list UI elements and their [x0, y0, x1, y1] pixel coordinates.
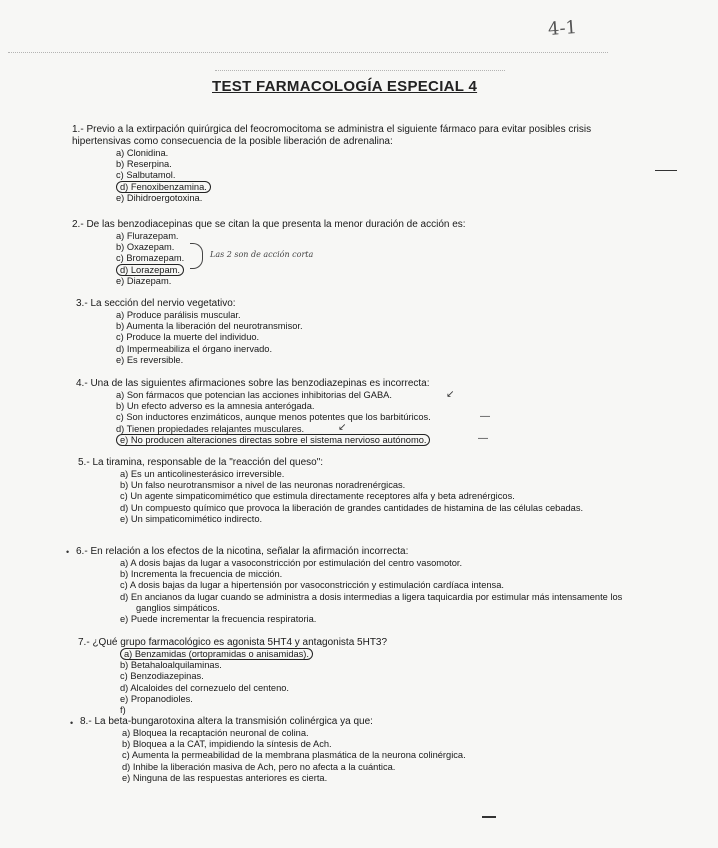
option: a) Es un anticolinesterásico irreversible. — [120, 469, 285, 479]
option: c) Un agente simpaticomimético que estimula directamente receptores alfa y beta adrenérgicos. — [120, 491, 515, 502]
page-title: TEST FARMACOLOGÍA ESPECIAL 4 — [212, 78, 478, 95]
question-text: 5.- La tiramina, responsable de la "reacción del queso": — [78, 457, 324, 468]
check-mark-icon: ↙ — [446, 389, 455, 400]
check-mark-icon: ↙ — [338, 422, 347, 433]
option: a) Son fármacos que potencian las acciones inhibitorias del GABA. — [116, 390, 392, 400]
question-3 — [76, 298, 616, 366]
option-selected — [116, 182, 612, 193]
option: b) Un falso neurotransmisor a nivel de las neuronas noradrenérgicas. — [120, 480, 406, 491]
option: b) Un efecto adverso es la amnesia anterógada. — [116, 401, 315, 412]
option-list — [116, 390, 636, 446]
option: d) Impermeabiliza el órgano inervado. — [116, 343, 273, 354]
option: d) Un compuesto químico que provoca la liberación de grandes cantidades de histamina de las células cebadas. — [120, 502, 584, 513]
option: e) Un simpaticomimético indirecto. — [120, 513, 263, 524]
scan-dotted-line — [215, 70, 505, 71]
question-6 — [76, 546, 636, 625]
option: e) Es reversible. — [116, 354, 184, 365]
question-4 — [76, 378, 636, 446]
option: e) Diazepam. — [116, 275, 172, 286]
margin-dash-mark — [482, 816, 496, 818]
option: c) Benzodiazepinas. — [120, 671, 204, 682]
option: c) Bromazepam. — [116, 253, 185, 264]
option: a) Flurazepam. — [116, 231, 179, 241]
option-list — [120, 469, 630, 525]
circled-answer: a) Benzamidas (ortopramidas o anisamidas). — [120, 648, 313, 660]
option: e) Puede incrementar la frecuencia respiratoria. — [120, 614, 317, 625]
handwritten-note: Las 2 son de acción corta — [210, 250, 314, 259]
option-list — [120, 558, 636, 625]
option: b) Oxazepam. — [116, 242, 175, 253]
circled-answer: e) No producen alteraciones directas sobre el sistema nervioso autónomo. — [116, 434, 430, 446]
option: c) Produce la muerte del individuo. — [116, 332, 260, 343]
question-text: 2.- De las benzodiacepinas que se citan la que presenta la menor duración de acción es: — [72, 219, 466, 230]
margin-dash-mark — [655, 170, 677, 171]
question-text: 4.- Una de las siguientes afirmaciones sobre las benzodiazepinas es incorrecta: — [76, 378, 430, 389]
option: b) Incrementa la frecuencia de micción. — [120, 569, 283, 580]
option: e) Propanodioles. — [120, 693, 193, 704]
option: a) Bloquea la recaptación neuronal de colina. — [122, 728, 309, 738]
option-list — [122, 728, 620, 784]
option: b) Bloquea a la CAT, impidiendo la síntesis de Ach. — [122, 739, 332, 750]
check-mark-icon: — — [480, 411, 490, 422]
question-text: 8.- La beta-bungarotoxina altera la transmisión colinérgica ya que: — [80, 716, 373, 727]
option: d) Alcaloides del cornezuelo del centeno. — [120, 682, 290, 693]
question-text: 7.- ¿Qué grupo farmacológico es agonista 5HT4 y antagonista 5HT3? — [78, 637, 388, 648]
margin-bullet: • — [66, 547, 70, 557]
option: c) Salbutamol. — [116, 170, 176, 181]
option: c) A dosis bajas da lugar a hipertensión por vasoconstricción y estimulación cardíaca intensa. — [120, 580, 504, 591]
option: b) Reserpina. — [116, 159, 172, 170]
margin-bullet: • — [70, 718, 74, 728]
question-2 — [72, 219, 632, 287]
option: c) Aumenta la permeabilidad de la membrana plasmática de la neurona colinérgica. — [122, 750, 466, 761]
option: a) A dosis bajas da lugar a vasoconstricción por estimulación del centro vasomotor. — [120, 558, 463, 568]
circled-answer: d) Lorazepam. — [116, 264, 184, 276]
option: e) Dihidroergotoxina. — [116, 192, 203, 203]
question-8 — [80, 716, 620, 784]
option: a) Clonidina. — [116, 148, 169, 158]
option: c) Son inductores enzimáticos, aunque menos potentes que los barbitúricos. — [116, 412, 431, 423]
handwritten-page-number: 4-1 — [547, 17, 578, 40]
option: b) Betahaloalquilaminas. — [120, 660, 222, 671]
question-text: 3.- La sección del nervio vegetativo: — [76, 298, 236, 309]
option: d) Tienen propiedades relajantes musculares. — [116, 423, 305, 434]
question-text: 6.- En relación a los efectos de la nicotina, señalar la afirmación incorrecta: — [76, 546, 409, 557]
option: d) Inhibe la liberación masiva de Ach, pero no afecta a la cuántica. — [122, 761, 396, 772]
option: a) Produce parálisis muscular. — [116, 310, 241, 320]
option-selected — [120, 649, 618, 660]
option: f) — [120, 705, 126, 716]
option: e) Ninguna de las respuestas anteriores es cierta. — [122, 772, 328, 783]
option: b) Aumenta la liberación del neurotransmisor. — [116, 321, 303, 332]
option: d) En ancianos da lugar cuando se administra a dosis intermedias a ligera taquicardia por estimular más intensamente los ganglios simpáticos. — [120, 591, 623, 613]
scan-dotted-line — [8, 52, 608, 53]
question-7 — [78, 637, 618, 716]
question-1 — [72, 124, 612, 204]
option-list — [116, 310, 616, 366]
option-list — [120, 649, 618, 716]
option-list — [116, 148, 612, 204]
question-5 — [78, 457, 630, 525]
question-text: 1.- Previo a la extirpación quirúrgica del feocromocitoma se administra el siguiente fármaco para evitar posibles crisis hipertensivas como consecuencia de la posible liberación de adrenalina: — [72, 124, 592, 147]
check-mark-icon: — — [478, 433, 488, 444]
circled-answer: d) Fenoxibenzamina. — [116, 181, 211, 193]
option-selected — [116, 435, 636, 446]
